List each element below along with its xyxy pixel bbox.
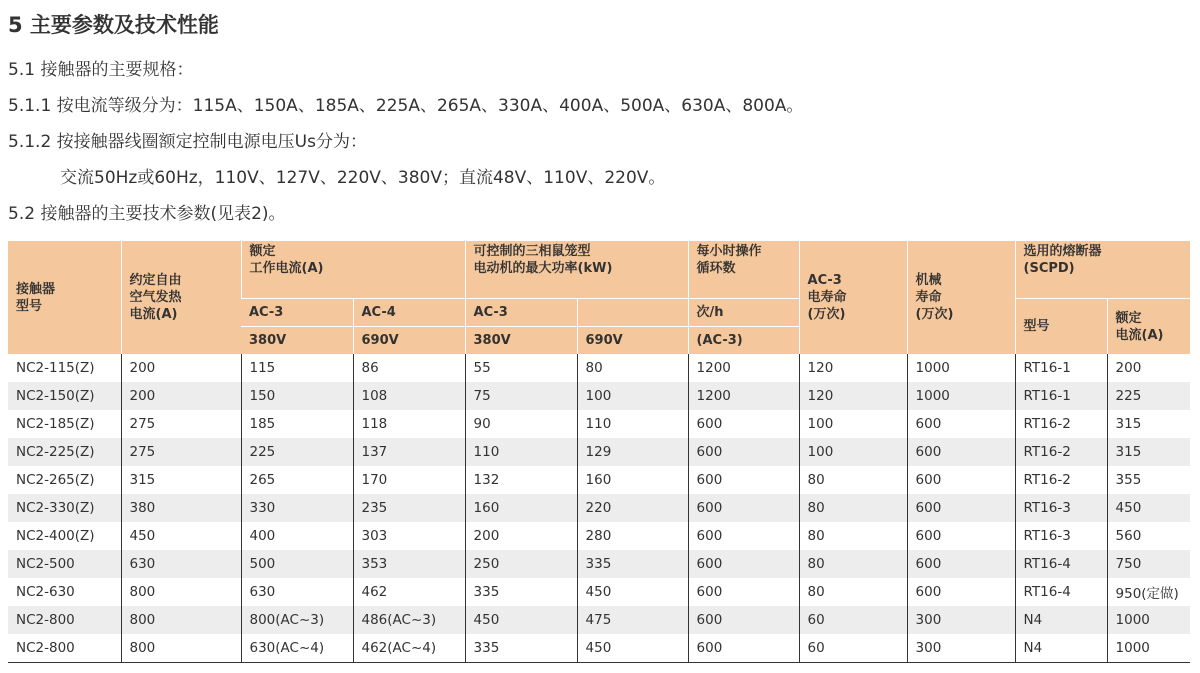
- table-cell: 600: [688, 410, 799, 438]
- table-cell: 1200: [688, 382, 799, 410]
- table-cell: 250: [465, 550, 577, 578]
- header-ops-cat: (AC-3): [688, 327, 799, 355]
- header-ops-unit: 次/h: [688, 299, 799, 327]
- table-cell: 800: [121, 578, 241, 606]
- table-cell: 630: [241, 578, 353, 606]
- header-380v: 380V: [241, 327, 353, 355]
- table-cell: 1200: [688, 354, 799, 382]
- table-cell: 225: [1107, 382, 1190, 410]
- table-row: [8, 522, 1190, 550]
- table-cell: 200: [465, 522, 577, 550]
- table-cell: 335: [577, 550, 688, 578]
- table-cell: 150: [241, 382, 353, 410]
- table-cell: 560: [1107, 522, 1190, 550]
- table-cell: 100: [577, 382, 688, 410]
- table-cell: 55: [465, 354, 577, 382]
- header-thermal-current: 约定自由 空气发热 电流(A): [121, 241, 241, 355]
- table-row: [8, 634, 1190, 663]
- header-fuse-current: 额定 电流(A): [1107, 299, 1190, 355]
- table-row: [8, 438, 1190, 466]
- table-cell: 486(AC~3): [353, 606, 465, 634]
- header-model: 接触器 型号: [8, 241, 121, 355]
- table-cell: 600: [688, 438, 799, 466]
- spec-line-5-2: 5.2 接触器的主要技术参数(见表2)。: [8, 204, 286, 224]
- table-cell: 160: [465, 494, 577, 522]
- table-cell: NC2-185(Z): [16, 416, 95, 432]
- table-cell: RT16-1: [1015, 382, 1107, 410]
- header-electrical-life: AC-3 电寿命 (万次): [799, 241, 907, 355]
- table-cell: 80: [799, 550, 907, 578]
- table-cell: 450: [1107, 494, 1190, 522]
- table-row: [8, 494, 1190, 522]
- table-cell: 1000: [1107, 606, 1190, 634]
- table-cell: 750: [1107, 550, 1190, 578]
- table-cell: 137: [353, 438, 465, 466]
- table-cell: N4: [1015, 634, 1107, 663]
- table-cell: RT16-2: [1015, 466, 1107, 494]
- table-cell: 380: [121, 494, 241, 522]
- table-cell: NC2-330(Z): [8, 494, 121, 522]
- table-row: [8, 382, 1190, 410]
- table-cell: NC2-630: [16, 584, 75, 600]
- table-cell: 265: [241, 466, 353, 494]
- table-cell: 475: [577, 606, 688, 634]
- table-cell: 450: [121, 522, 241, 550]
- table-cell: 600: [907, 438, 1015, 466]
- table-cell: 600: [688, 606, 799, 634]
- header-rated-current: 额定 工作电流(A): [241, 241, 465, 299]
- header-power-ac3: AC-3: [465, 299, 577, 327]
- header-ac3: AC-3: [241, 299, 353, 327]
- table-cell: 1000: [907, 354, 1015, 382]
- table-cell: RT16-2: [1015, 410, 1107, 438]
- table-cell: 110: [465, 438, 577, 466]
- table-cell: 600: [688, 550, 799, 578]
- table-cell: 60: [799, 606, 907, 634]
- table-cell: 200: [121, 354, 241, 382]
- table-cell: 300: [907, 606, 1015, 634]
- table-cell: 355: [1107, 466, 1190, 494]
- table-cell: 600: [907, 522, 1015, 550]
- table-cell: 353: [353, 550, 465, 578]
- table-row: [8, 578, 1190, 606]
- table-cell: 275: [121, 438, 241, 466]
- table-cell: 450: [465, 606, 577, 634]
- table-cell: 120: [799, 354, 907, 382]
- table-cell: 80: [799, 578, 907, 606]
- table-cell: 600: [688, 634, 799, 663]
- table-cell: NC2-500: [8, 550, 121, 578]
- table-cell: 118: [353, 410, 465, 438]
- table-cell: 400: [241, 522, 353, 550]
- table-cell: NC2-265(Z): [16, 472, 95, 488]
- table-cell: 275: [121, 410, 241, 438]
- table-cell: 220: [577, 494, 688, 522]
- table-cell: 600: [907, 578, 1015, 606]
- table-cell: 200: [121, 382, 241, 410]
- table-cell: 235: [353, 494, 465, 522]
- table-cell: 462(AC~4): [353, 634, 465, 663]
- table-cell: 110: [577, 410, 688, 438]
- header-power-380v: 380V: [465, 327, 577, 355]
- table-cell: 90: [465, 410, 577, 438]
- table-cell: 500: [241, 550, 353, 578]
- spec-line-5-1-1: 5.1.1 按电流等级分为：115A、150A、185A、225A、265A、330A、400A、500A、630A、800A。: [8, 96, 804, 116]
- table-row: [8, 410, 1190, 438]
- table-cell: RT16-4: [1015, 578, 1107, 606]
- table-row: [8, 606, 1190, 634]
- table-cell: 950(定做): [1107, 578, 1190, 606]
- table-cell: 120: [799, 382, 907, 410]
- table-cell: 330: [241, 494, 353, 522]
- table-cell: 335: [465, 578, 577, 606]
- header-fuse-model: 型号: [1015, 299, 1107, 355]
- table-header: [8, 241, 1190, 355]
- table-cell: 80: [799, 466, 907, 494]
- table-cell: RT16-4: [1015, 550, 1107, 578]
- table-cell: 800: [121, 634, 241, 663]
- table-cell: 185: [241, 410, 353, 438]
- header-power-690v: 690V: [577, 327, 688, 355]
- table-cell: 303: [353, 522, 465, 550]
- table-cell: RT16-2: [1015, 438, 1107, 466]
- table-cell: 800: [121, 606, 241, 634]
- table-cell: 600: [688, 466, 799, 494]
- section-heading: 5 主要参数及技术性能: [8, 13, 219, 37]
- table-cell: 600: [907, 550, 1015, 578]
- table-cell: 800(AC~3): [241, 606, 353, 634]
- table-cell: 280: [577, 522, 688, 550]
- table-row: [8, 354, 1190, 382]
- header-mechanical-life: 机械 寿命 (万次): [907, 241, 1015, 355]
- table-cell: 132: [465, 466, 577, 494]
- table-cell: 86: [353, 354, 465, 382]
- spec-line-voltages: 交流50Hz或60Hz，110V、127V、220V、380V；直流48V、110V、220V。: [60, 168, 666, 188]
- table-cell: 630: [121, 550, 241, 578]
- table-cell: 450: [577, 634, 688, 663]
- table-cell: NC2-800: [8, 634, 121, 663]
- spec-line-5-1: 5.1 接触器的主要规格：: [8, 60, 194, 80]
- table-cell: 170: [353, 466, 465, 494]
- table-row: [8, 466, 1190, 494]
- table-cell: 315: [121, 466, 241, 494]
- table-cell: 600: [907, 494, 1015, 522]
- table-cell: 108: [353, 382, 465, 410]
- table-cell: N4: [1015, 606, 1107, 634]
- table-cell: 80: [577, 354, 688, 382]
- table-cell: 600: [688, 578, 799, 606]
- header-motor-power: 可控制的三相鼠笼型 电动机的最大功率(kW): [465, 241, 688, 299]
- table-cell: 80: [799, 522, 907, 550]
- spec-line-5-1-2: 5.1.2 按接触器线圈额定控制电源电压Us分为：: [8, 132, 367, 152]
- table-cell: 600: [688, 522, 799, 550]
- table-cell: 100: [799, 438, 907, 466]
- table-cell: RT16-1: [1015, 354, 1107, 382]
- table-cell: 75: [465, 382, 577, 410]
- table-cell: 1000: [1107, 634, 1190, 663]
- table-cell: 600: [688, 494, 799, 522]
- table-cell: 129: [577, 438, 688, 466]
- header-operations: 每小时操作 循环数: [688, 241, 799, 299]
- table-cell: 100: [799, 410, 907, 438]
- table-cell: NC2-150(Z): [8, 382, 121, 410]
- table-cell: 462: [353, 578, 465, 606]
- table-cell: NC2-800: [8, 606, 121, 634]
- table-body: [8, 354, 1190, 663]
- table-cell: 600: [907, 410, 1015, 438]
- table-cell: 160: [577, 466, 688, 494]
- table-cell: NC2-115(Z): [16, 360, 95, 376]
- header-ac4: AC-4: [353, 299, 465, 327]
- table-cell: 300: [907, 634, 1015, 663]
- table-row: [8, 550, 1190, 578]
- header-fuse: 选用的熔断器 (SCPD): [1015, 241, 1190, 299]
- table-cell: 200: [1107, 354, 1190, 382]
- table-cell: NC2-225(Z): [8, 438, 121, 466]
- header-690v: 690V: [353, 327, 465, 355]
- table-cell: 630(AC~4): [241, 634, 353, 663]
- table-cell: 1000: [907, 382, 1015, 410]
- table-cell: RT16-3: [1015, 522, 1107, 550]
- table-cell: 60: [799, 634, 907, 663]
- header-power-blank: [577, 299, 688, 327]
- table-cell: 335: [465, 634, 577, 663]
- table-cell: RT16-3: [1015, 494, 1107, 522]
- table-cell: 450: [577, 578, 688, 606]
- table-cell: 80: [799, 494, 907, 522]
- table-cell: 315: [1107, 410, 1190, 438]
- table-cell: 225: [241, 438, 353, 466]
- parameters-table: [8, 240, 1190, 663]
- table-cell: 600: [907, 466, 1015, 494]
- table-cell: 115: [241, 354, 353, 382]
- table-cell: 315: [1107, 438, 1190, 466]
- table-cell: NC2-400(Z): [16, 528, 95, 544]
